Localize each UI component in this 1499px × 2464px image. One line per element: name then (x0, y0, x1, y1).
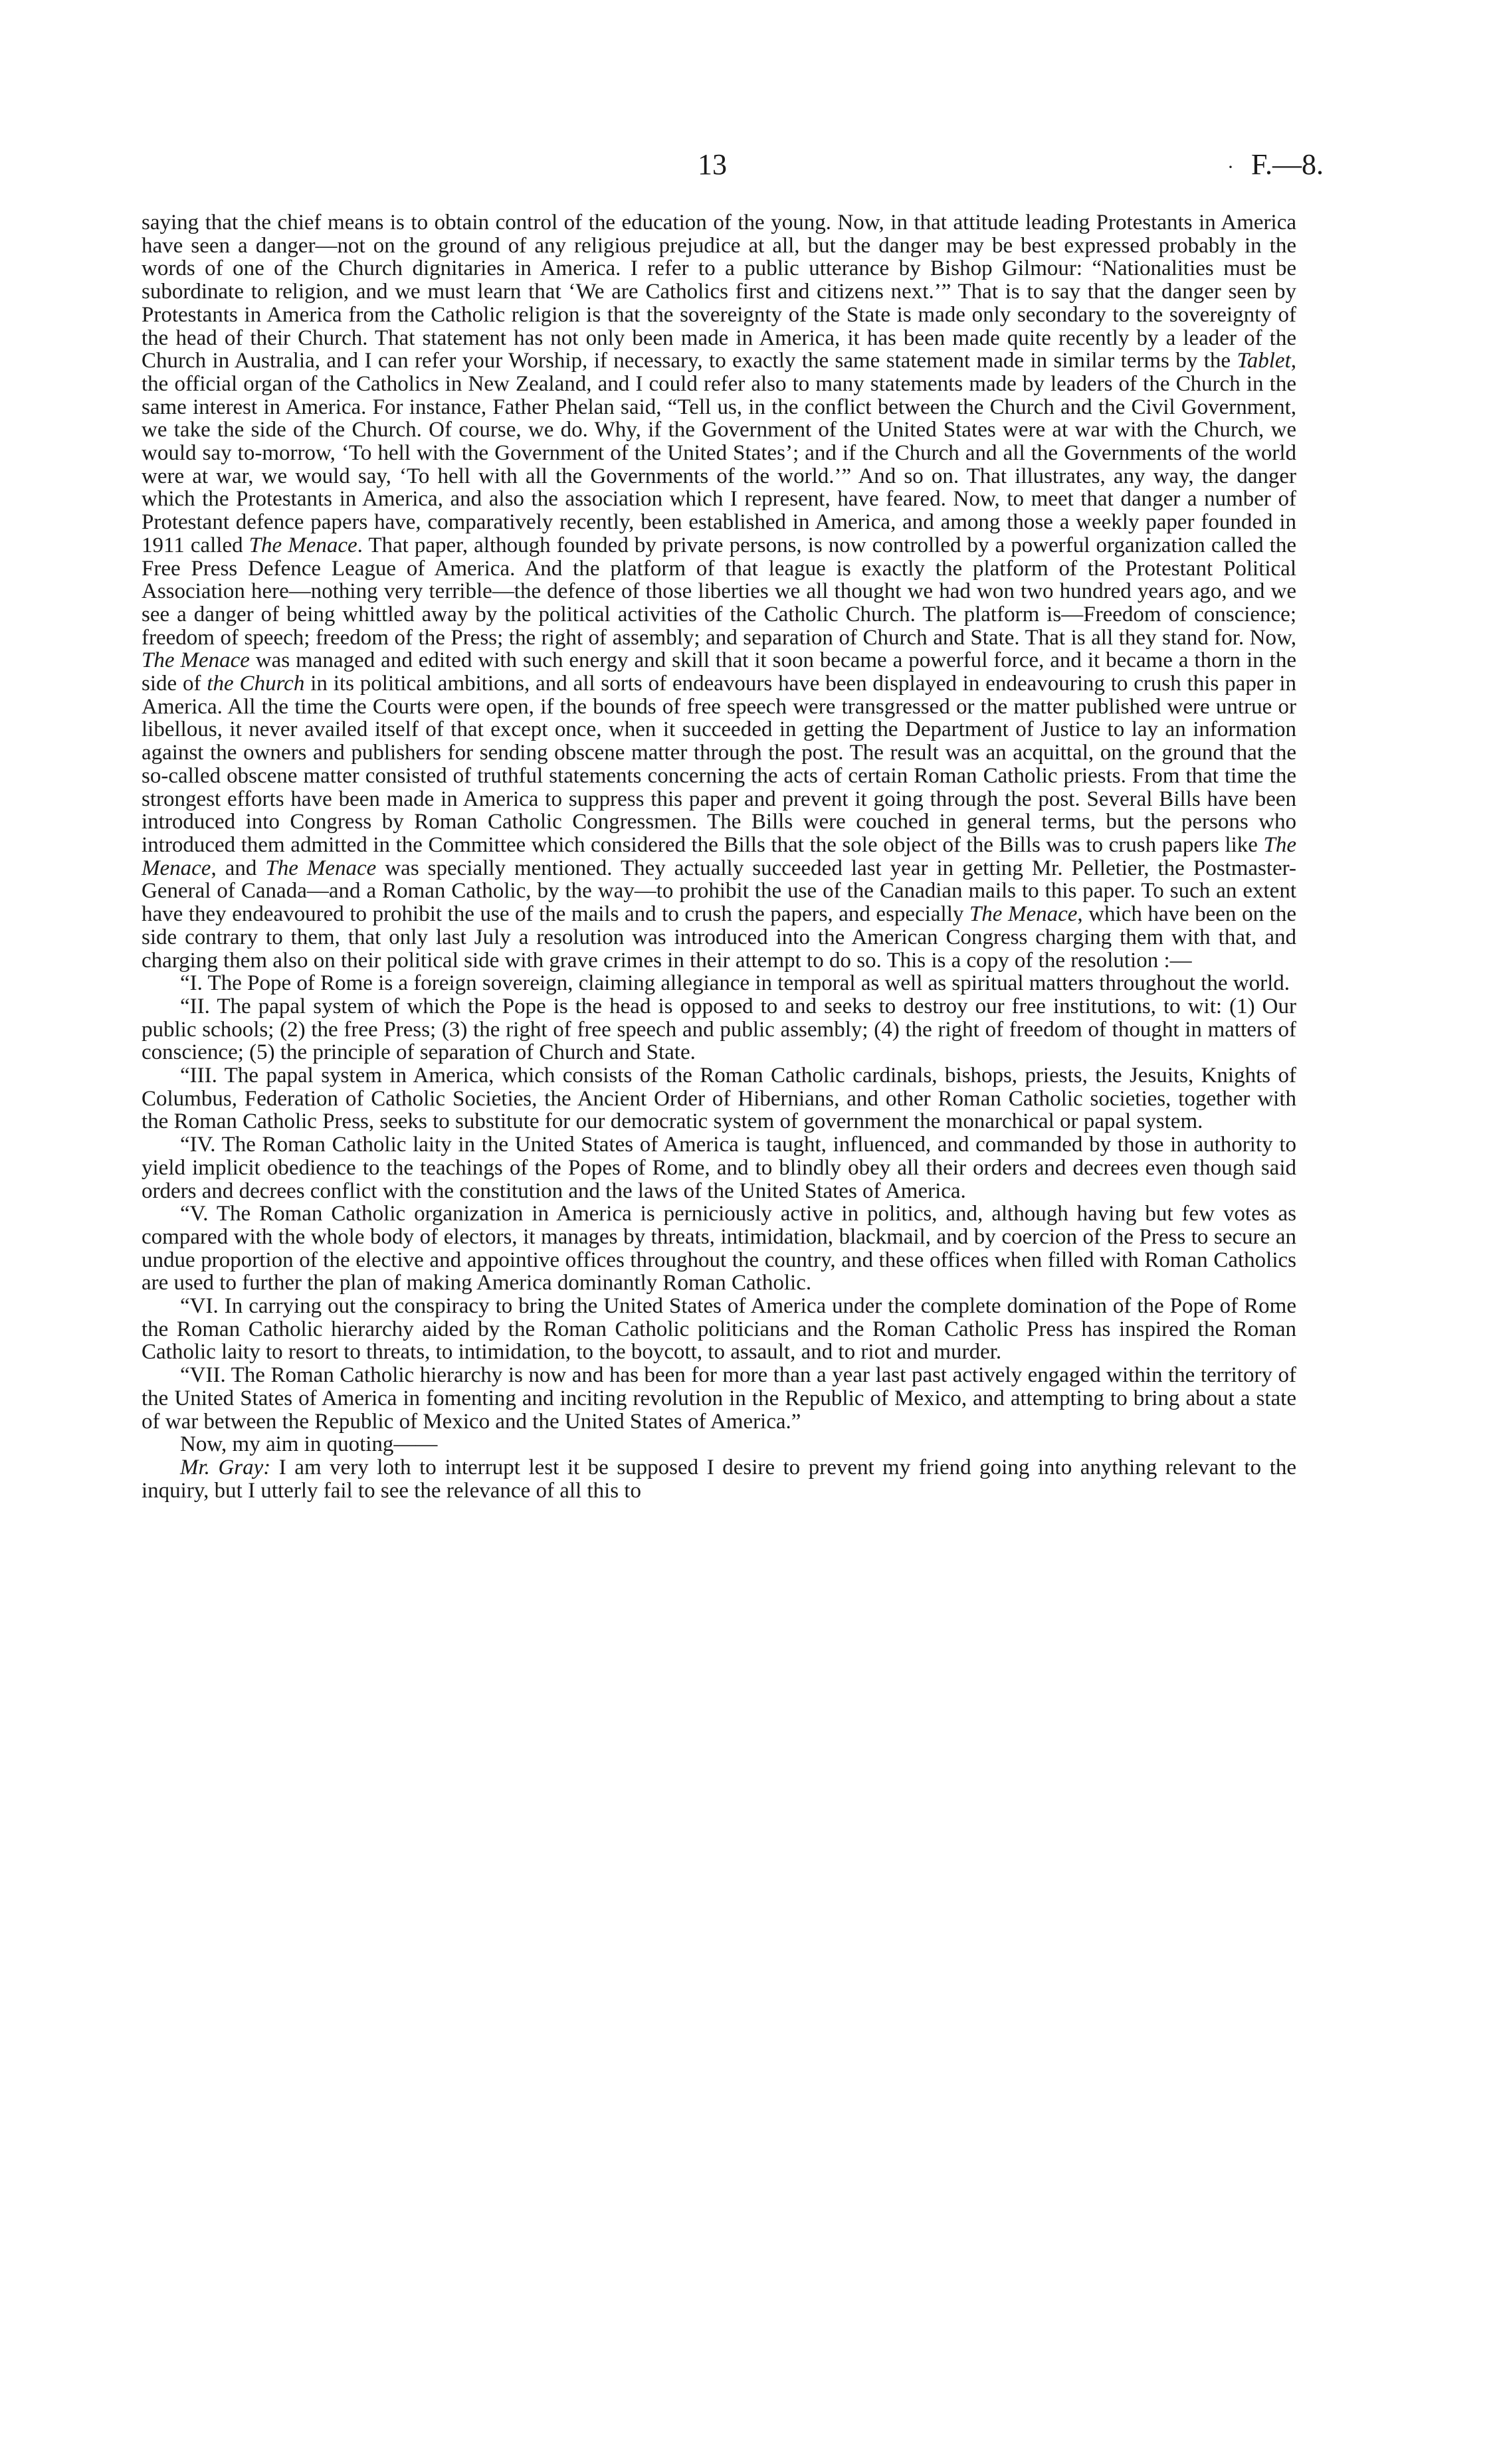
italic-title: The Menace (265, 856, 377, 880)
text-run: was managed and edited with such energy and skill that it soon became a powerful force, and it became a thorn in the side of (142, 648, 1296, 696)
resolution-item-5: “V. The Roman Catholic organization in America is perniciously active in politics, and, although having but few votes as compared with the whole body of electors, it manages by threats, intimidation, blackmail, and by coercion of the Press to secure an undue proportion of the elective and appointive offices throughout the country, and these offices when filled with Roman Catholics are used to further the plan of making America dominantly Roman Catholic. (142, 1202, 1296, 1295)
document-reference (1227, 147, 1324, 181)
text-run: was specially mentioned. They actually succeeded last year in getting Mr. Pelletier, the Postmaster-General of Canada—and a Roman Catholic, by the way—to prohibit the use of the Canadian mails to this paper. To such an extent have they endeavoured to prohibit the use of the mails and to crush the papers, and especially (142, 856, 1296, 927)
reference-mark: · (1227, 155, 1235, 178)
resolution-item-7: “VII. The Roman Catholic hierarchy is now and has been for more than a year last past actively engaged within the territory of the United States of America in fomenting and inciting revolution in the Republic of Mexico, and attempting to bring about a state of war between the Republic of Mexico and the United States of America.” (142, 1363, 1296, 1434)
resolution-item-2: “II. The papal system of which the Pope is the head is opposed to and seeks to destroy our free institutions, to wit: (1) Our public schools; (2) the free Press; (3) the right of free speech and public assembly; (4) the right of freedom of thought in matters of conscience; (5) the principle of separation of Church and State. (142, 994, 1296, 1065)
paragraph-quoting: Now, my aim in quoting—— (180, 1432, 438, 1457)
italic-title: The Menace (969, 902, 1078, 927)
resolution-item-6: “VI. In carrying out the conspiracy to bring the United States of America under the complete domination of the Pope of Rome the Roman Catholic hierarchy aided by the Roman Catholic politicians and the Roman Catholic Press has inspired the Roman Catholic laity to resort to threats, to intimidation, to the boycott, to assault, and to riot and murder. (142, 1294, 1296, 1365)
text-run: I am very loth to interrupt lest it be supposed I desire to prevent my friend going into anything relevant to the inquiry, but I utterly fail to see the relevance of all this to (142, 1455, 1297, 1503)
italic-title: the Church (207, 672, 305, 696)
text-run: , and (211, 856, 266, 880)
italic-title: The Menace (142, 648, 250, 673)
speaker-name: Mr. Gray: (180, 1455, 271, 1479)
italic-title: Tablet (1237, 349, 1291, 373)
paragraph-main (142, 211, 1296, 972)
page-header (0, 147, 1499, 187)
italic-title: The Menace (142, 832, 1296, 880)
text-run: saying that the chief means is to obtain control of the education of the young. Now, in that attitude leading Protestants in America have seen a danger—not on the ground of any religious prejudice at all, but the danger may be best expressed probably in the words of one of the Church dignitaries in America. I refer to a public utterance by Bishop Gilmour: “Nationalities must be subordinate to religion, and we must learn that ‘We are Catholics first and citizens next.’” That is to say that the danger seen by Protestants in America from the Catholic religion is that the sovereignty of the State is made only secondary to the sovereignty of the head of their Church. That statement has not only been made in America, it has been made quite recently by a leader of the Church in Australia, and I can refer your Worship, if necessary, to exactly the same statement made in similar terms by the (142, 211, 1296, 373)
paragraph-interruption (142, 1456, 1296, 1502)
italic-title: The Menace (249, 533, 357, 557)
resolution-item-1: “I. The Pope of Rome is a foreign sovereign, claiming allegiance in temporal as well as spiritual matters throughout the world. (180, 971, 1290, 996)
text-run: , the official organ of the Catholics in New Zealand, and I could refer also to many statements made by leaders of the Church in the same interest in America. For instance, Father Phelan said, “Tell us, in the conflict between the Church and the Civil Government, we take the side of the Church. Of course, we do. Why, if the Government of the United States were at war with the Church, we would say to-morrow, ‘To hell with the Government of the United States’; and if the Church and all the Governments of the world were at war, we would say, ‘To hell with all the Governments of the world.’” And so on. That illustrates, any way, the danger which the Protestants in America, and also the association which I represent, have feared. Now, to meet that danger a number of Protestant defence papers have, comparatively recently, been established in America, and among those a weekly paper founded in 1911 called (142, 349, 1296, 557)
resolution-item-4: “IV. The Roman Catholic laity in the United States of America is taught, influenced, and commanded by those in authority to yield implicit obedience to the teachings of the Popes of Rome, and to blindly obey all their orders and decrees even though said orders and decrees conflict with the constitution and the laws of the United States of America. (142, 1133, 1296, 1203)
reference-code: F.—8. (1251, 148, 1324, 181)
text-run: in its political ambitions, and all sorts of endeavours have been displayed in endeavouring to crush this paper in America. All the time the Courts were open, if the bounds of free speech were transgressed or the matter published were untrue or libellous, it never availed itself of that except once, when it succeeded in getting the Department of Justice to lay an information against the owners and publishers for sending obscene matter through the post. The result was an acquittal, on the ground that the so-called obscene matter consisted of truthful statements concerning the acts of certain Roman Catholic priests. From that time the strongest efforts have been made in America to suppress this paper and prevent it going through the post. Several Bills have been introduced into Congress by Roman Catholic Congressmen. The Bills were couched in general terms, but the persons who introduced them admitted in the Committee which considered the Bills that the sole object of the Bills was to crush papers like (142, 672, 1296, 857)
text-run: , which have been on the side contrary to them, that only last July a resolution was introduced into the American Congress charging them with that, and charging them also on their political side with grave crimes in their attempt to do so. This is a copy of the resolution :— (142, 902, 1296, 973)
text-run: . That paper, although founded by private persons, is now controlled by a powerful organization called the Free Press Defence League of America. And the platform of that league is exactly the platform of the Protestant Political Association here—nothing very terrible—the defence of those liberties we all thought we had won two hundred years ago, and we see a danger of being whittled away by the political activities of the Catholic Church. The platform is—Freedom of conscience; freedom of speech; freedom of the Press; the right of assembly; and separation of Church and State. That is all they stand for. Now, (142, 533, 1296, 650)
page-number: 13 (698, 148, 727, 181)
transcript-body (142, 211, 1296, 1502)
resolution-item-3: “III. The papal system in America, which consists of the Roman Catholic cardinals, bishops, priests, the Jesuits, Knights of Columbus, Federation of Catholic Societies, the Ancient Order of Hibernians, and other Roman Catholic societies, together with the Roman Catholic Press, seeks to substitute for our democratic system of government the monarchical or papal system. (142, 1064, 1296, 1134)
